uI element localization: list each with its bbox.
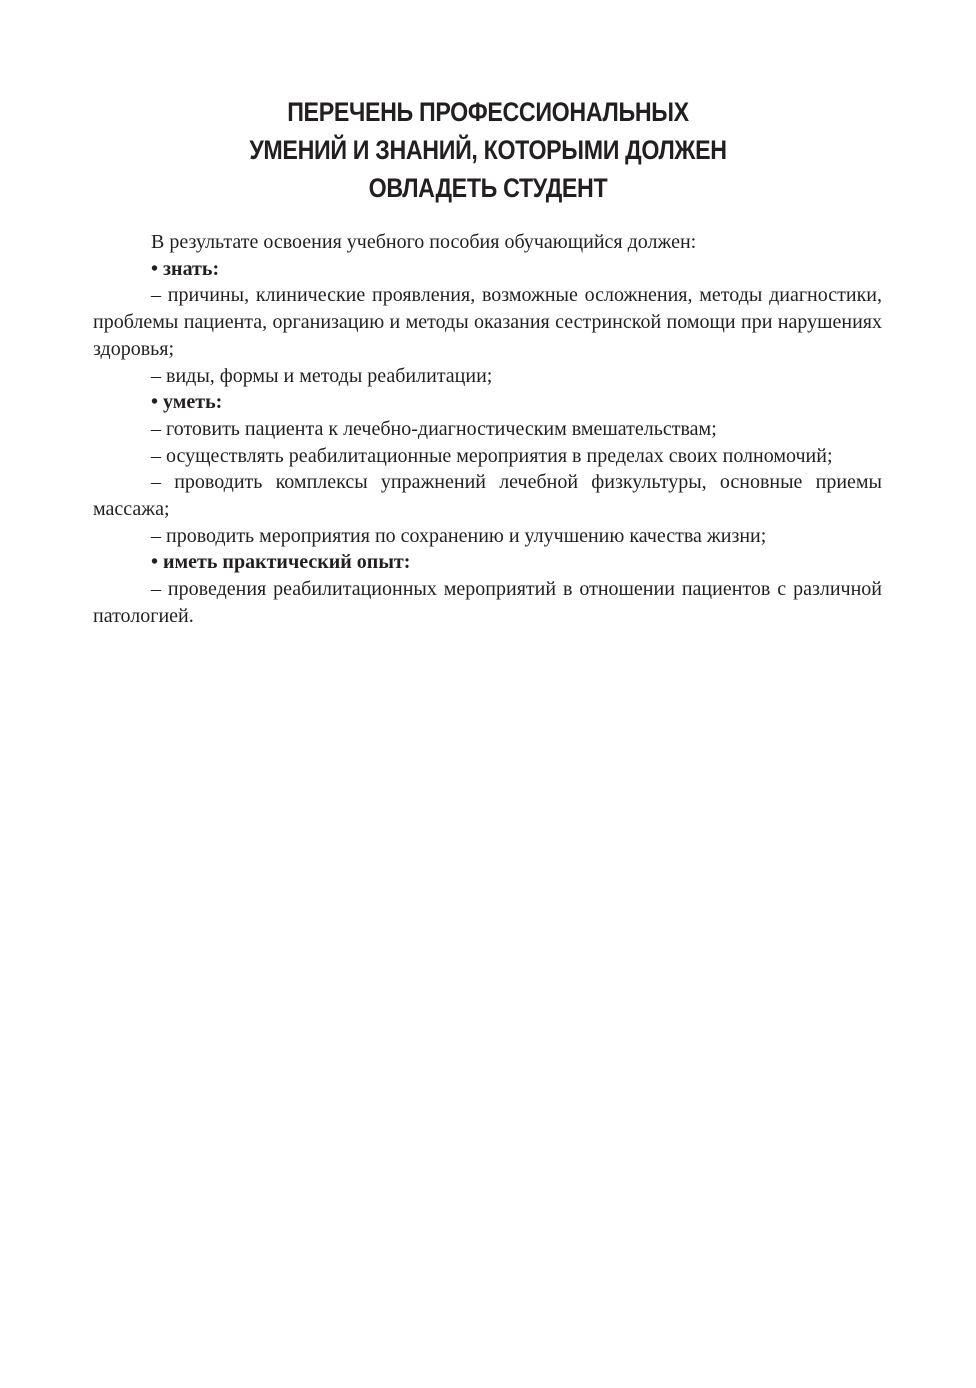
intro-paragraph: В результате освоения учебного пособия обучающийся должен: — [151, 231, 697, 253]
experience-heading: • иметь практический опыт: — [151, 551, 411, 574]
title-line-2: УМЕНИЙ И ЗНАНИЙ, КОТОРЫМИ ДОЛЖЕН — [249, 135, 727, 165]
title-line-1: ПЕРЕЧЕНЬ ПРОФЕССИОНАЛЬНЫХ — [287, 97, 689, 127]
page-title — [68, 93, 907, 207]
title-line-3: ОВЛАДЕТЬ СТУДЕНТ — [368, 173, 608, 203]
know-heading: • знать: — [151, 257, 220, 280]
know-item: – причины, клинические проявления, возможные осложнения, методы диагностики, проблемы пациента, организацию и методы оказания сестринской помощи при нарушениях здоровья; — [93, 284, 882, 360]
able-item: – готовить пациента к лечебно-диагностическим вмешательствам; — [151, 417, 717, 440]
able-item: – проводить комплексы упражнений лечебной физкультуры, основные приемы массажа; — [93, 471, 882, 521]
know-item: – виды, формы и методы реабилитации; — [151, 364, 493, 387]
experience-item: – проведения реабилитационных мероприятий в отношении пациентов с различной патологией. — [93, 578, 882, 627]
document-body — [93, 229, 882, 630]
able-item: – осуществлять реабилитационные мероприятия в пределах своих полномочий; — [151, 444, 833, 467]
able-item: – проводить мероприятия по сохранению и улучшению качества жизни; — [151, 524, 767, 547]
able-heading: • уметь: — [151, 391, 223, 414]
